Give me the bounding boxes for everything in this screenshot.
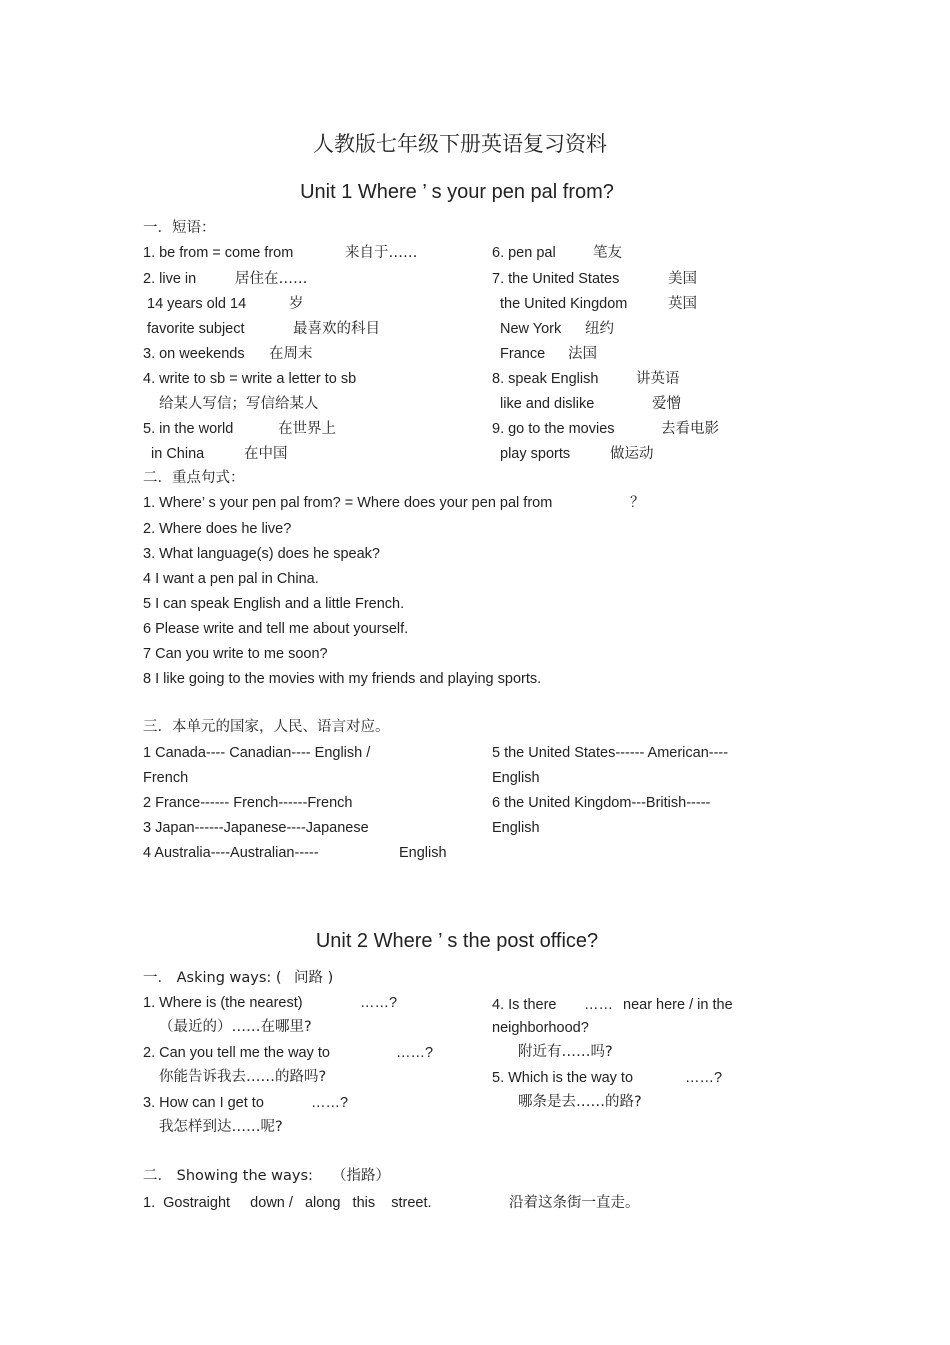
asking-right-4-mark: ……? <box>685 1070 723 1086</box>
phrase-left-3: 14 years old 14 <box>147 296 247 312</box>
showing-heading-zh: （指路） <box>332 1168 390 1184</box>
phrase-left-9-zh: 在中国 <box>244 446 288 462</box>
country-left-3: 2 France------ French------French <box>143 795 353 811</box>
unit2-heading: Unit 2 Where ’ s the post office? <box>315 930 599 952</box>
asking-right-3: 附近有……吗? <box>518 1044 613 1060</box>
phrase-left-8: 5. in the world <box>143 421 234 437</box>
phrase-left-5: 3. on weekends <box>143 346 245 362</box>
sentence-7: 7 Can you write to me soon? <box>143 646 328 662</box>
phrase-right-7: like and dislike <box>500 396 595 412</box>
phrase-right-8: 9. go to the movies <box>492 421 615 437</box>
phrase-left-4-zh: 最喜欢的科目 <box>293 321 380 337</box>
phrase-right-4-zh: 纽约 <box>585 321 614 337</box>
asking-right-2: neighborhood? <box>492 1020 589 1036</box>
phrase-right-7-zh: 爱憎 <box>652 396 681 412</box>
asking-left-3: 2. Can you tell me the way to <box>143 1045 330 1061</box>
asking-right-1-tail: near here / in the <box>623 997 733 1013</box>
sentence-4: 4 I want a pen pal in China. <box>143 571 319 587</box>
asking-heading: 一． Asking ways: ( <box>143 970 282 986</box>
phrase-right-4: New York <box>500 321 562 337</box>
asking-right-1: 4. Is there <box>492 997 557 1013</box>
phrase-right-6-zh: 讲英语 <box>636 371 680 387</box>
sentence-1-mark: ？ <box>630 495 645 511</box>
country-left-4: 3 Japan------Japanese----Japanese <box>143 820 369 836</box>
phrase-left-2-zh: 居住在…… <box>235 271 308 287</box>
country-left-5: 4 Australia----Australian----- <box>143 845 319 861</box>
sentences-heading: 二．重点句式： <box>143 470 245 486</box>
phrase-left-1: 1. be from = come from <box>143 245 294 261</box>
showing-line-1-zh: 沿着这条街一直走。 <box>509 1195 640 1211</box>
phrase-right-9: play sports <box>500 446 571 462</box>
country-right-4: English <box>492 820 540 836</box>
phrase-left-6: 4. write to sb = write a letter to sb <box>143 371 357 387</box>
phrase-right-5: France <box>500 346 546 362</box>
sentence-2: 2. Where does he live? <box>143 521 292 537</box>
sentence-8: 8 I like going to the movies with my friends and playing sports. <box>143 671 542 687</box>
asking-left-4: 你能告诉我去……的路吗? <box>159 1069 327 1085</box>
phrase-right-2-zh: 美国 <box>668 271 697 287</box>
sentence-3: 3. What language(s) does he speak? <box>143 546 380 562</box>
asking-heading-zh: 问路 ) <box>294 970 334 986</box>
country-right-3: 6 the United Kingdom---British----- <box>492 795 711 811</box>
country-left-5-tail: English <box>399 845 447 861</box>
phrase-left-9: in China <box>151 446 205 462</box>
countries-heading: 三．本单元的国家，人民、语言对应。 <box>143 719 390 735</box>
phrase-left-5-zh: 在周末 <box>269 346 313 362</box>
sentence-5: 5 I can speak English and a little French. <box>143 596 405 612</box>
asking-left-5-mark: ……? <box>311 1095 349 1111</box>
phrase-right-5-zh: 法国 <box>568 346 597 362</box>
phrase-right-9-zh: 做运动 <box>610 446 654 462</box>
asking-left-1: 1. Where is (the nearest) <box>143 995 303 1011</box>
phrase-right-3: the United Kingdom <box>500 296 628 312</box>
sentence-6: 6 Please write and tell me about yourself. <box>143 621 409 637</box>
asking-right-4: 5. Which is the way to <box>492 1070 634 1086</box>
showing-heading: 二． Showing the ways: <box>143 1168 313 1184</box>
phrase-right-6: 8. speak English <box>492 371 599 387</box>
unit1-heading: Unit 1 Where ’ s your pen pal from? <box>300 181 614 203</box>
showing-line-1: 1. Gostraight down / along this street. <box>143 1195 432 1211</box>
asking-left-1-mark: ……? <box>360 995 398 1011</box>
asking-left-2: （最近的）……在哪里? <box>159 1019 312 1035</box>
phrase-left-4: favorite subject <box>147 321 245 337</box>
phrase-right-8-zh: 去看电影 <box>661 421 719 437</box>
country-left-1: 1 Canada---- Canadian---- English / <box>143 745 371 761</box>
phrase-right-1-zh: 笔友 <box>593 245 622 261</box>
phrase-left-3-zh: 岁 <box>289 296 304 312</box>
country-right-2: English <box>492 770 540 786</box>
country-left-2: French <box>143 770 189 786</box>
phrases-heading: 一．短语： <box>143 220 216 236</box>
phrase-left-7-zh: 给某人写信；写信给某人 <box>159 396 319 412</box>
phrase-right-3-zh: 英国 <box>668 296 697 312</box>
sentence-1: 1. Where’ s your pen pal from? = Where does your pen pal from <box>143 495 553 511</box>
country-right-1: 5 the United States------ American---- <box>492 745 729 761</box>
asking-left-6: 我怎样到达……呢? <box>159 1119 283 1135</box>
phrase-left-8-zh: 在世界上 <box>278 421 336 437</box>
asking-left-3-mark: ……? <box>396 1045 434 1061</box>
document-title: 人教版七年级下册英语复习资料 <box>313 132 607 156</box>
phrase-left-1-zh: 来自于…… <box>345 245 418 261</box>
phrase-right-1: 6. pen pal <box>492 245 556 261</box>
phrase-left-2: 2. live in <box>143 271 197 287</box>
phrase-right-2: 7. the United States <box>492 271 620 287</box>
asking-right-1-mark: …… <box>584 997 613 1013</box>
asking-right-5: 哪条是去……的路? <box>518 1094 642 1110</box>
asking-left-5: 3. How can I get to <box>143 1095 264 1111</box>
